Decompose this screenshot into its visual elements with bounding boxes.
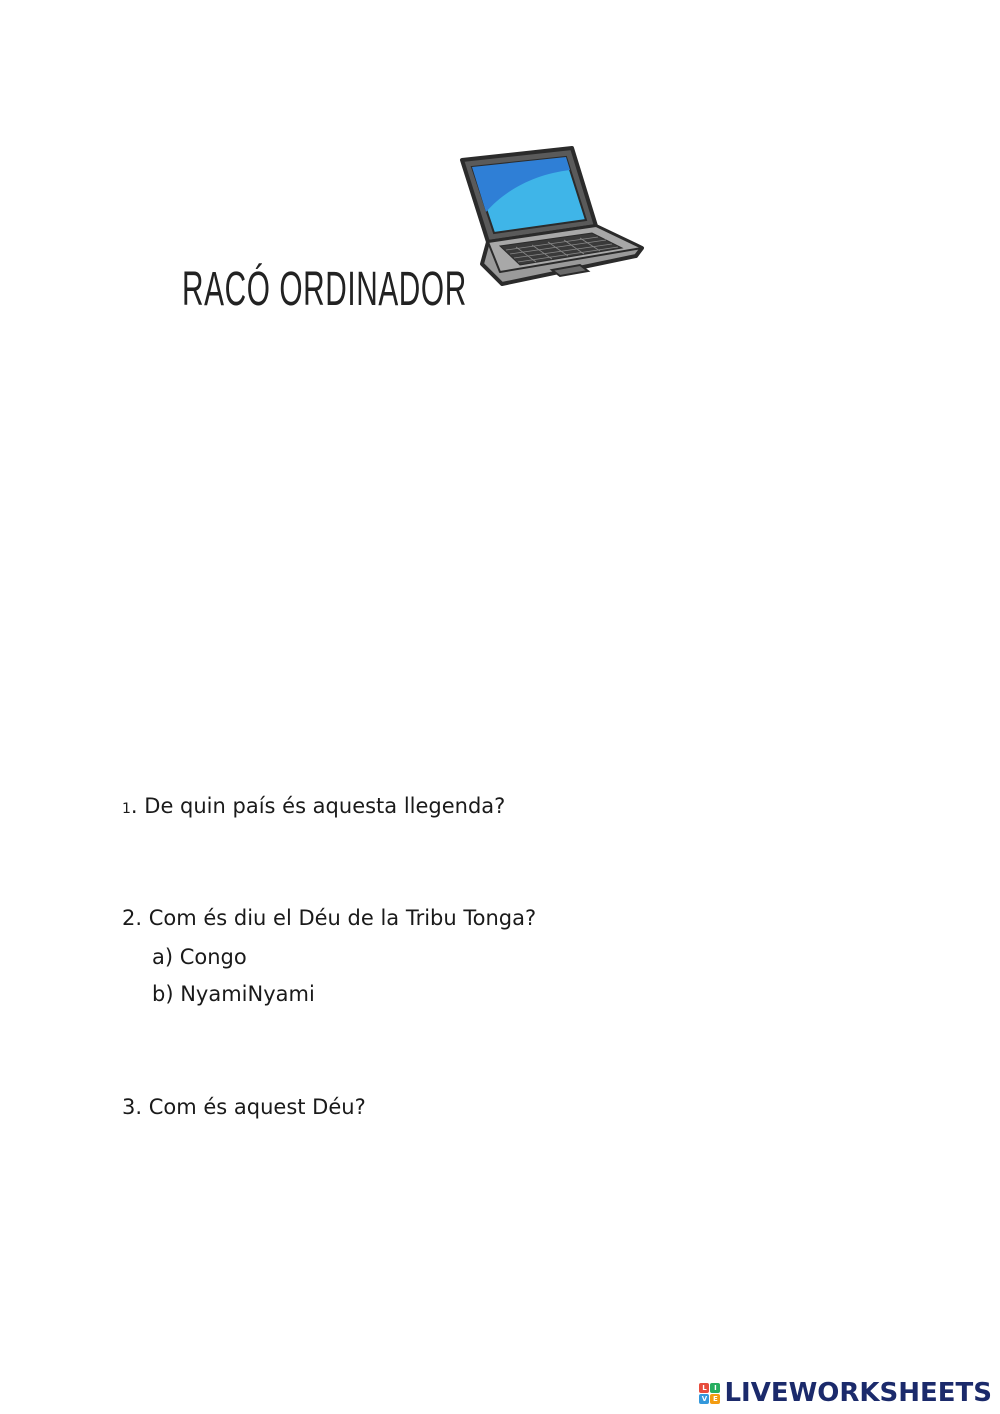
question-1-number: 1 [122,801,131,817]
question-3: 3. Com és aquest Déu? [122,1095,366,1119]
question-2: 2. Com és diu el Déu de la Tribu Tonga? [122,906,537,930]
logo-letter-e: E [710,1394,720,1404]
brand-name: LIVEWORKSHEETS [724,1378,992,1408]
page-title: RACÓ ORDINADOR [182,263,467,316]
logo-letter-i: I [710,1383,720,1393]
footer-branding [699,1378,992,1408]
question-1-text: . De quin país és aquesta llegenda? [130,794,506,818]
laptop-icon [456,144,646,292]
question-1 [122,794,505,818]
logo-letter-v: V [699,1394,709,1404]
question-2-option-a: a) Congo [152,945,247,969]
liveworksheets-logo-icon [699,1383,720,1404]
question-2-option-b: b) NyamiNyami [152,982,315,1006]
logo-letter-l: L [699,1383,709,1393]
